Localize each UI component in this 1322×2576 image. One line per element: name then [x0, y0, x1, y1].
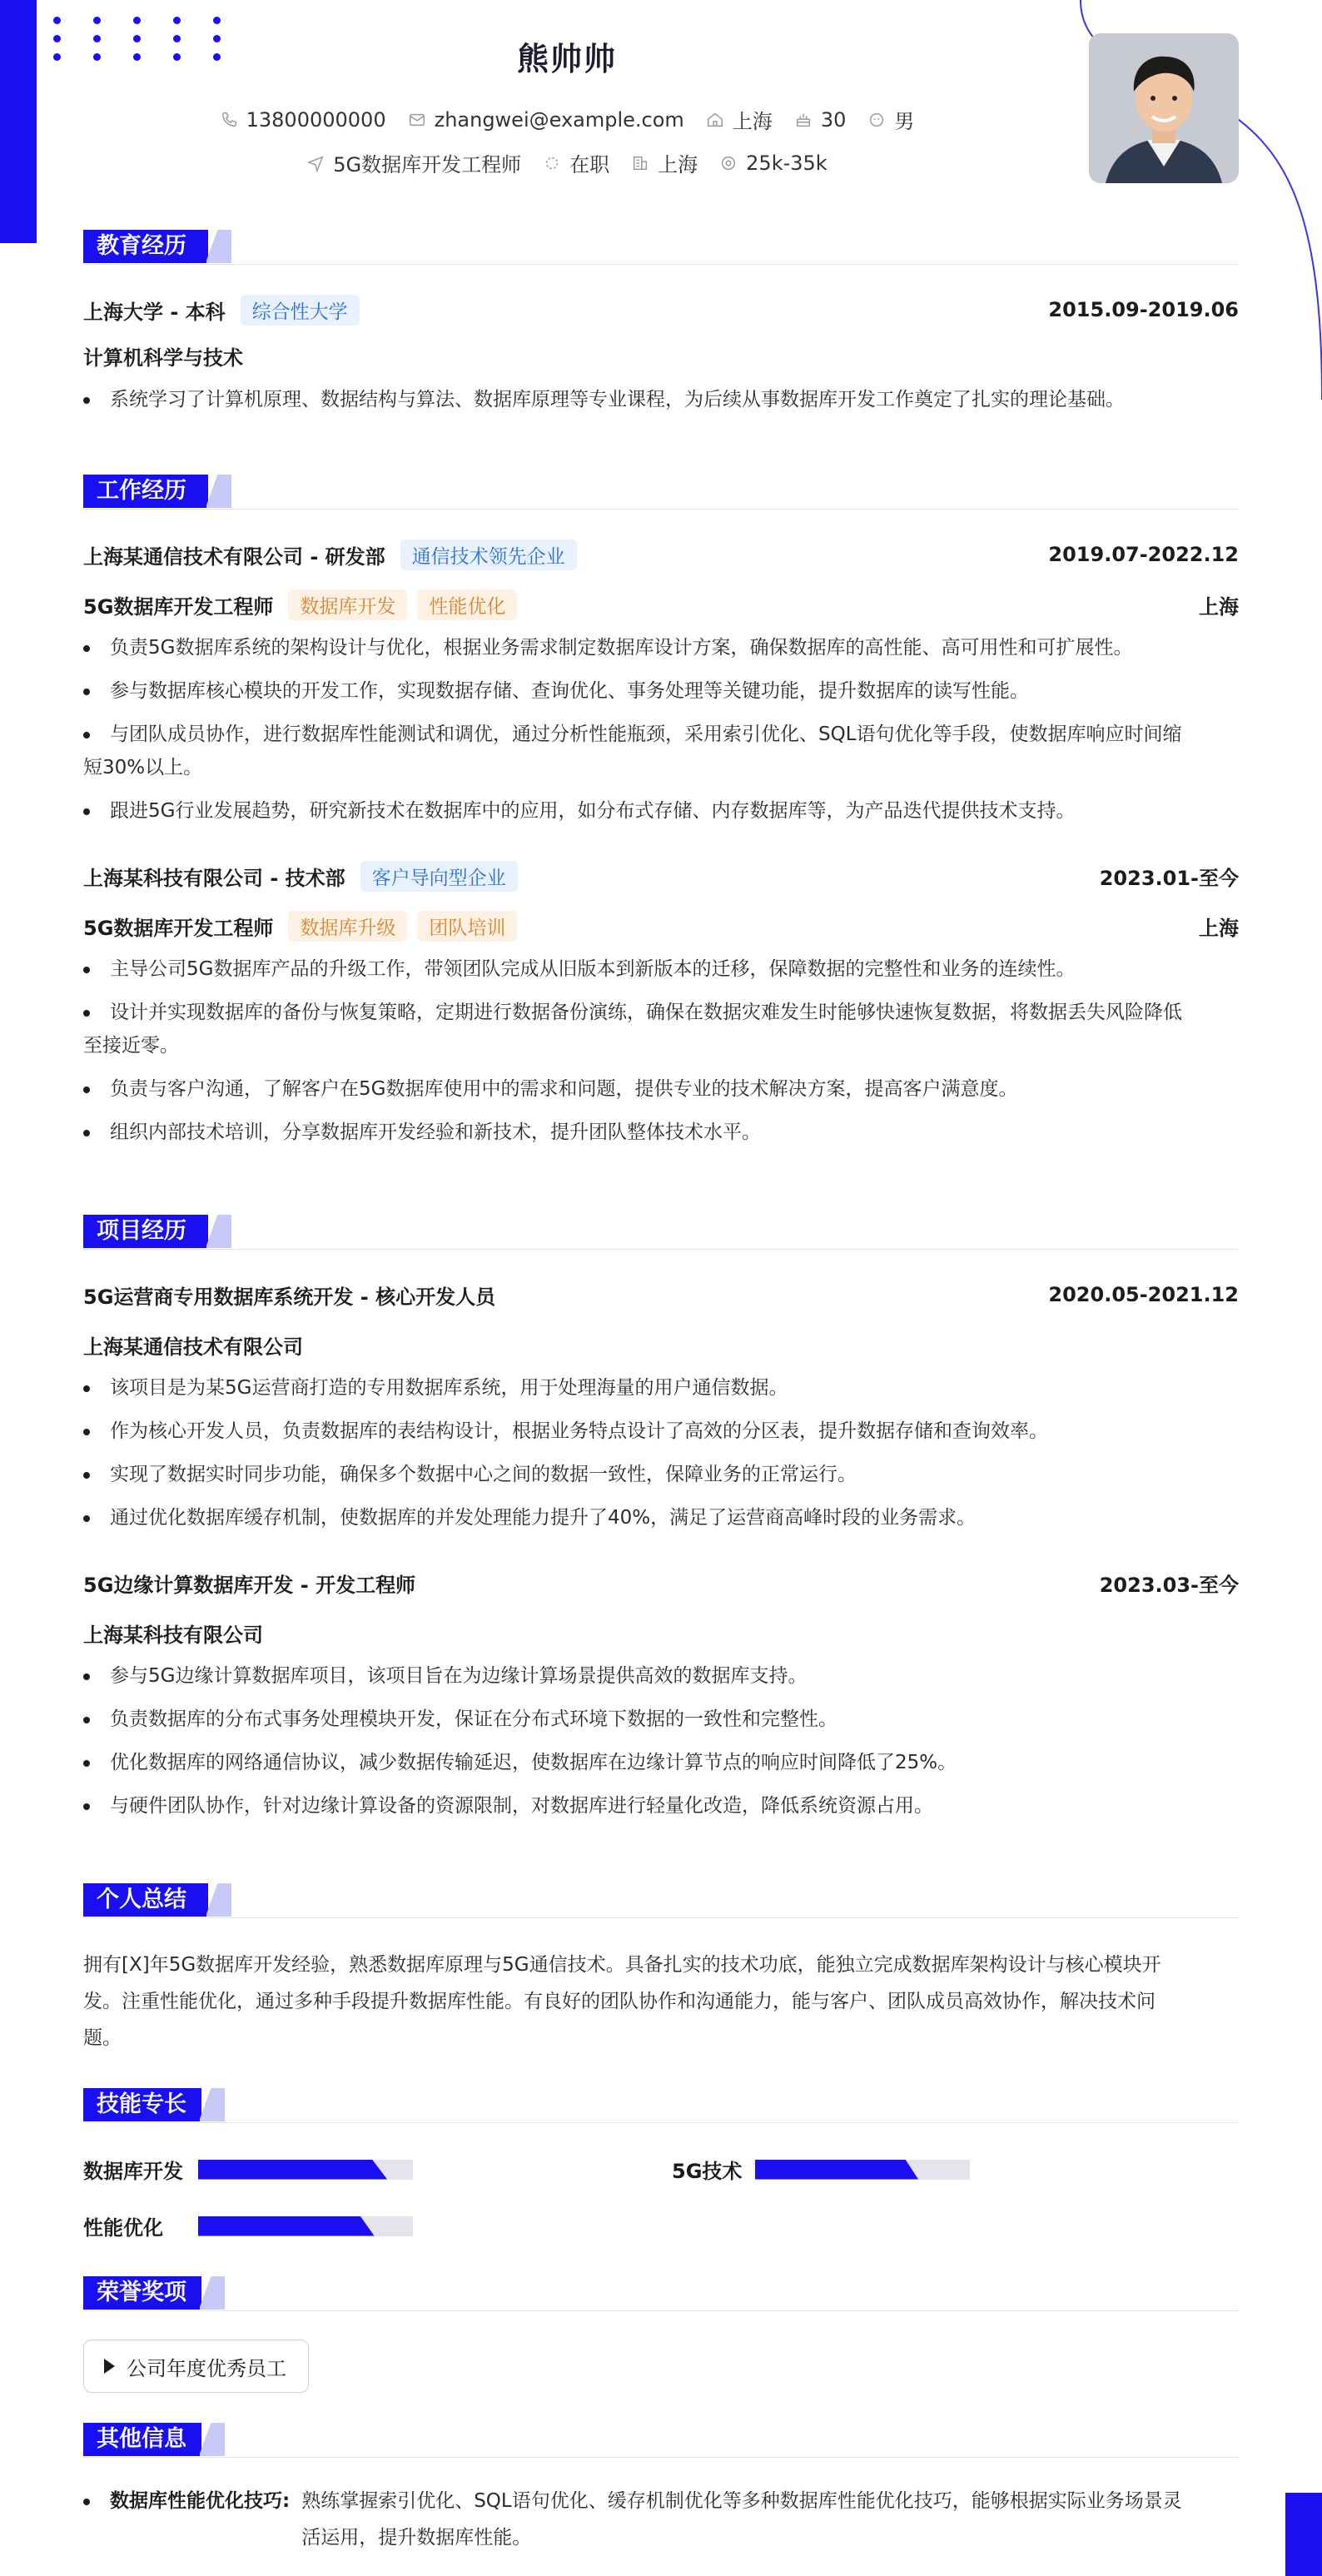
section-header — [83, 2423, 1239, 2458]
award-item — [83, 2340, 309, 2393]
city-item — [706, 105, 773, 134]
other-item — [83, 2483, 1239, 2556]
section-title-other: 其他信息 — [83, 2423, 201, 2456]
work-location: 上海 — [1199, 916, 1239, 940]
work-bullet-cont: 至接近零。 — [83, 1035, 179, 1057]
section-header — [83, 230, 1239, 265]
project-bullet: 优化数据库的网络通信协议，减少数据传输延迟，使数据库在边缘计算节点的响应时间降低了25%。 — [83, 1746, 1239, 1779]
home-icon — [706, 111, 724, 129]
work-bullet: 主导公司5G数据库产品的升级工作，带领团队完成从旧版本到新版本的迁移，保障数据的完整性和业务的连续性。 — [83, 952, 1239, 986]
status-item — [543, 148, 609, 177]
section-work — [83, 475, 1239, 1149]
skill-fill — [198, 2160, 387, 2180]
work-bullet: 跟进5G行业发展趋势，研究新技术在数据库中的应用，如分布式存储、内存数据库等，为产品迭代提供技术支持。 — [83, 794, 1239, 828]
project-bullet: 通过优化数据库缓存机制，使数据库的并发处理能力提升了40%，满足了运营商高峰时段的业务需求。 — [83, 1501, 1239, 1534]
skill-bar — [198, 2160, 413, 2180]
skill-item — [83, 2211, 413, 2240]
candidate-name: 熊帅帅 — [516, 41, 617, 77]
work-entry-head — [83, 859, 1239, 893]
salary-item — [719, 152, 827, 175]
work-bullet-cont: 短30%以上。 — [83, 757, 203, 778]
city-text: 上海 — [732, 110, 773, 133]
school-tag: 综合性大学 — [241, 295, 360, 326]
project-title: 5G边缘计算数据库开发 - 开发工程师 — [83, 1573, 416, 1597]
company-name: 上海某科技有限公司 - 技术部 — [83, 866, 345, 890]
target-city-text: 上海 — [658, 153, 698, 177]
education-period: 2015.09-2019.06 — [1048, 298, 1239, 321]
building-icon — [631, 154, 649, 172]
role-name: 5G数据库开发工程师 — [83, 916, 274, 940]
person-icon — [867, 111, 886, 129]
project-bullet: 作为核心开发人员，负责数据库的表结构设计，根据业务特点设计了高效的分区表，提升数据存储和查询效率。 — [83, 1415, 1239, 1448]
avatar — [1089, 33, 1239, 183]
education-entry-head — [83, 293, 1239, 326]
work-bullet: 负责与客户沟通，了解客户在5G数据库使用中的需求和问题，提供专业的技术解决方案，提高客户满意度。 — [83, 1072, 1239, 1106]
summary-line: 发。注重性能优化，通过多种手段提升数据库性能。有良好的团队协作和沟通能力，能与客户、团队成员高效协作，解决技术问 — [83, 1991, 1156, 2012]
email-item — [408, 108, 684, 132]
company-tag: 客户导向型企业 — [360, 861, 518, 892]
status-text: 在职 — [569, 153, 610, 177]
section-title-education: 教育经历 — [83, 230, 208, 263]
coin-icon — [719, 154, 738, 172]
target-city-item — [631, 148, 698, 177]
section-header — [83, 2088, 1239, 2123]
job-target-text: 5G数据库开发工程师 — [333, 153, 522, 177]
skill-bar — [755, 2160, 970, 2180]
salary-text: 25k-35k — [746, 151, 827, 175]
skill-name: 性能优化 — [83, 2216, 163, 2240]
phone-icon — [220, 111, 238, 129]
role-head — [83, 588, 1239, 621]
work-bullet: 与团队成员协作，进行数据库性能测试和调优，通过分析性能瓶颈，采用索引优化、SQL语句优化等手段，使数据库响应时间缩 — [83, 718, 1239, 751]
other-line: 熟练掌握索引优化、SQL语句优化、缓存机制优化等多种数据库性能优化技巧，能够根据实际业务场景灵 — [301, 2490, 1182, 2512]
role-head — [83, 909, 1239, 942]
cake-icon — [794, 111, 813, 129]
project-company: 上海某科技有限公司 — [83, 1623, 263, 1647]
age-text: 30 — [820, 107, 847, 132]
work-bullet: 参与数据库核心模块的开发工作，实现数据存储、查询优化、事务处理等关键功能，提升数据库的读写性能。 — [83, 674, 1239, 708]
company-tag: 通信技术领先企业 — [400, 540, 577, 570]
section-header — [83, 2276, 1239, 2311]
education-bullet: 系统学习了计算机原理、数据结构与算法、数据库原理等专业课程，为后续从事数据库开发工作奠定了扎实的理论基础。 — [83, 383, 1239, 416]
project-company: 上海某通信技术有限公司 — [83, 1335, 303, 1359]
job-intent-row — [0, 148, 1134, 177]
role-tag: 团队培训 — [417, 911, 517, 942]
section-header — [83, 1883, 1239, 1918]
work-bullet: 负责5G数据库系统的架构设计与优化，根据业务需求制定数据库设计方案，确保数据库的高性能、高可用性和可扩展性。 — [83, 631, 1239, 664]
project-period: 2023.03-至今 — [1099, 1573, 1239, 1597]
section-education — [83, 230, 1239, 416]
skill-name: 5G技术 — [672, 2160, 743, 2183]
section-title-skills: 技能专长 — [83, 2088, 201, 2121]
section-awards — [83, 2276, 1239, 2393]
work-location: 上海 — [1199, 594, 1239, 619]
company-name: 上海某通信技术有限公司 - 研发部 — [83, 545, 385, 569]
project-bullet: 负责数据库的分布式事务处理模块开发，保证在分布式环境下数据的一致性和完整性。 — [83, 1703, 1239, 1736]
project-bullet: 与硬件团队协作，针对边缘计算设备的资源限制，对数据库进行轻量化改造，降低系统资源占用。 — [83, 1789, 1239, 1823]
work-period: 2019.07-2022.12 — [1048, 543, 1239, 566]
section-header — [83, 1215, 1239, 1250]
role-tag: 数据库升级 — [288, 911, 407, 942]
project-bullet: 实现了数据实时同步功能，确保多个数据中心之间的数据一致性，保障业务的正常运行。 — [83, 1458, 1239, 1491]
skill-name: 数据库开发 — [83, 2160, 183, 2183]
project-bullet: 参与5G边缘计算数据库项目，该项目旨在为边缘计算场景提供高效的数据库支持。 — [83, 1659, 1239, 1693]
other-line: 活运用，提升数据库性能。 — [301, 2527, 532, 2549]
other-key: 数据库性能优化技巧: — [110, 2490, 291, 2512]
section-title-summary: 个人总结 — [83, 1883, 208, 1917]
award-name: 公司年度优秀员工 — [127, 2356, 286, 2380]
age-item — [794, 108, 847, 132]
send-icon — [306, 154, 325, 172]
section-projects — [83, 1215, 1239, 1823]
section-header — [83, 475, 1239, 510]
work-period: 2023.01-至今 — [1099, 866, 1239, 890]
job-target-item — [306, 148, 521, 177]
project-entry-head — [83, 1278, 1239, 1311]
skill-bar — [198, 2216, 413, 2236]
school-name: 上海大学 - 本科 — [83, 300, 226, 324]
project-entry-head — [83, 1566, 1239, 1599]
mail-icon — [408, 111, 426, 129]
project-bullet: 该项目是为某5G运营商打造的专用数据库系统，用于处理海量的用户通信数据。 — [83, 1371, 1239, 1405]
contact-row — [0, 105, 1134, 134]
section-other — [83, 2423, 1239, 2556]
skill-item — [83, 2155, 413, 2184]
work-entry-head — [83, 538, 1239, 571]
project-period: 2020.05-2021.12 — [1048, 1283, 1239, 1306]
gender-text: 男 — [894, 110, 915, 133]
role-tag: 性能优化 — [417, 589, 517, 620]
gender-item — [867, 105, 914, 134]
status-icon — [543, 154, 561, 172]
summary-line: 拥有[X]年5G数据库开发经验，熟悉数据库原理与5G通信技术。具备扎实的技术功底，能独立完成数据库架构设计与核心模块开 — [83, 1954, 1161, 1976]
phone-text: 13800000000 — [246, 107, 386, 132]
decor-bar-right — [1285, 2493, 1322, 2576]
work-bullet: 设计并实现数据库的备份与恢复策略，定期进行数据备份演练，确保在数据灾难发生时能够快速恢复数据，将数据丢失风险降低 — [83, 996, 1239, 1029]
role-name: 5G数据库开发工程师 — [83, 594, 274, 619]
section-skills — [83, 2088, 1239, 2238]
section-summary — [83, 1883, 1239, 2056]
section-title-projects: 项目经历 — [83, 1215, 208, 1248]
section-title-work: 工作经历 — [83, 475, 208, 508]
role-tag: 数据库开发 — [288, 589, 407, 620]
work-bullet: 组织内部技术培训，分享数据库开发经验和新技术，提升团队整体技术水平。 — [83, 1116, 1239, 1149]
major-name: 计算机科学与技术 — [83, 346, 243, 370]
section-title-awards: 荣誉奖项 — [83, 2276, 201, 2310]
skill-item — [672, 2155, 970, 2184]
summary-line: 题。 — [83, 2027, 122, 2049]
phone-item — [220, 108, 386, 132]
email-text: zhangwei@example.com — [434, 107, 684, 132]
skill-fill — [755, 2160, 918, 2180]
project-title: 5G运营商专用数据库系统开发 - 核心开发人员 — [83, 1285, 496, 1309]
play-icon — [104, 2359, 115, 2374]
skill-fill — [198, 2216, 375, 2236]
